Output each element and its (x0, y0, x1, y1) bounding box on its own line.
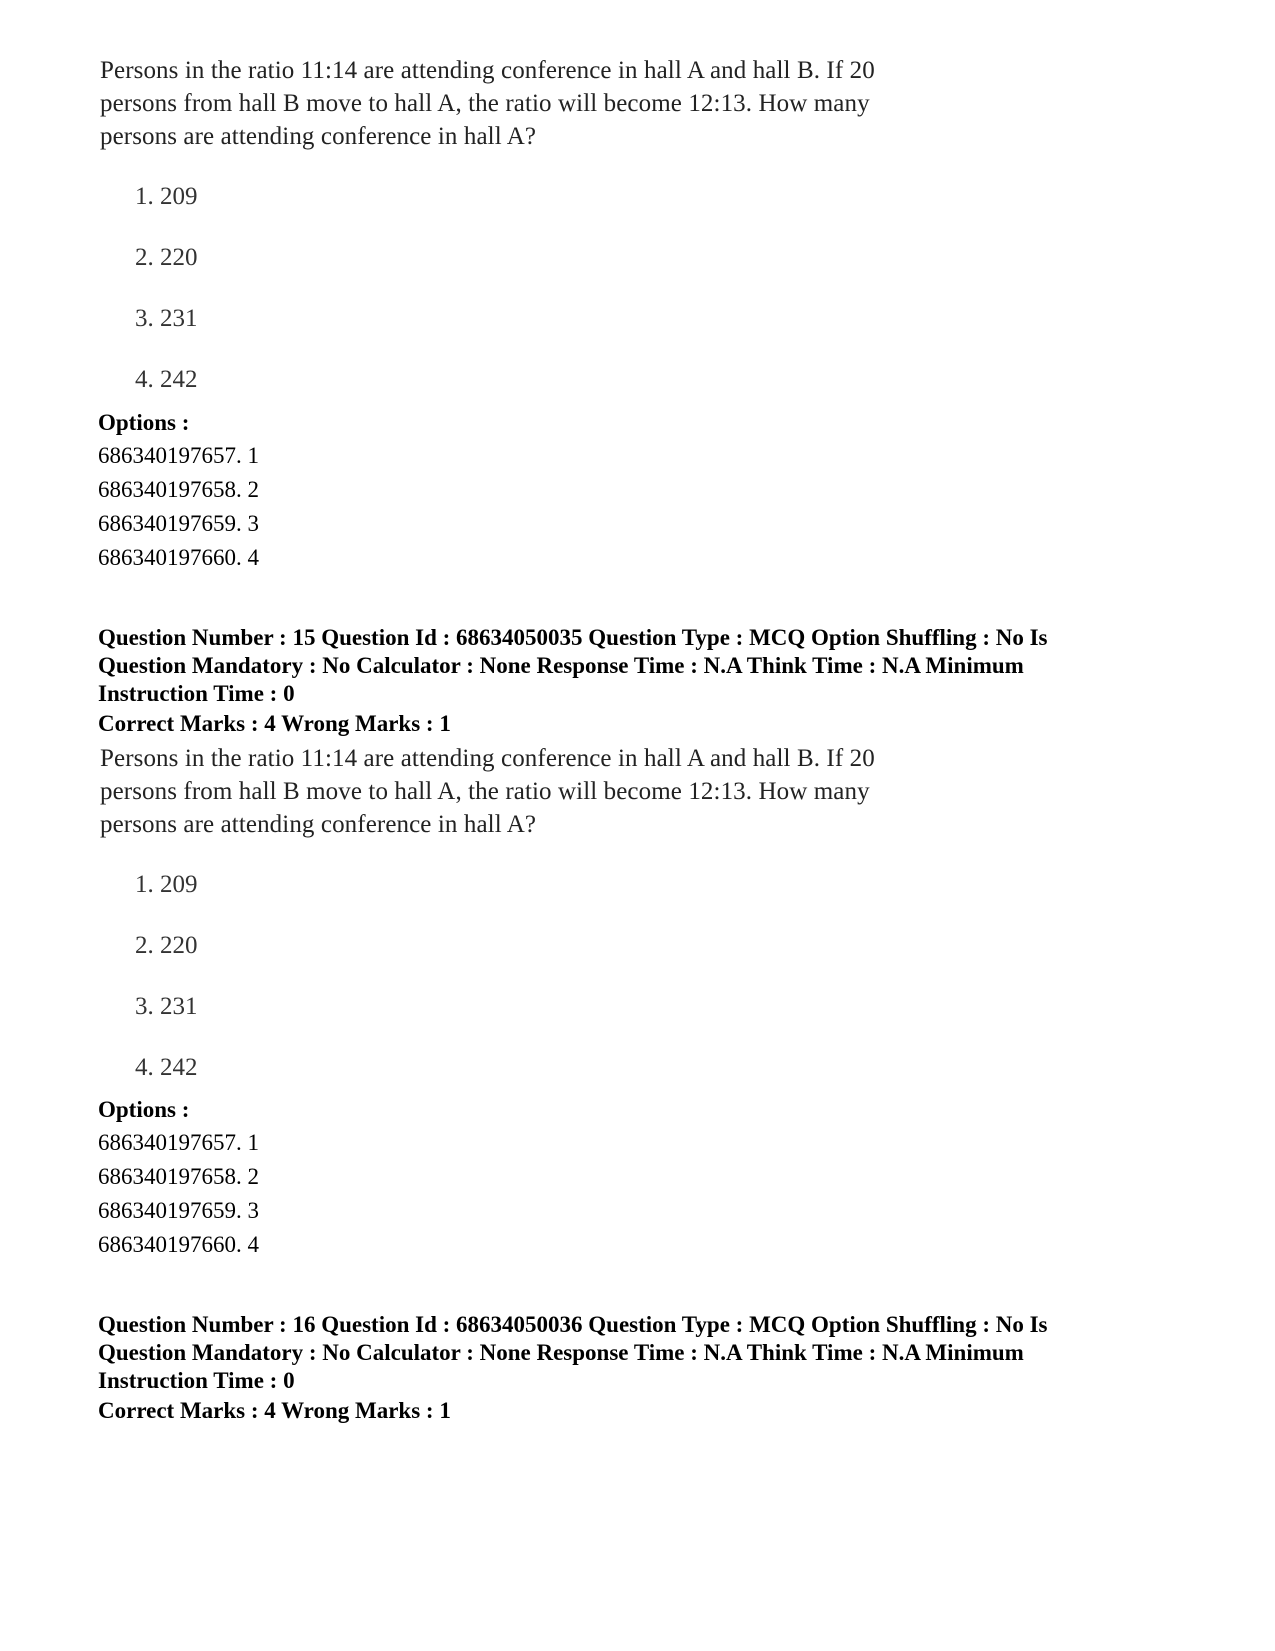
question-line: Persons in the ratio 11:14 are attending conference in hall A and hall B. If 20 (100, 745, 875, 772)
meta-line: Instruction Time : 0 (98, 681, 295, 706)
marks-line: Correct Marks : 4 Wrong Marks : 1 (98, 711, 451, 736)
meta-line: Question Mandatory : No Calculator : None Response Time : N.A Think Time : N.A Minimum (98, 1340, 1024, 1365)
options-label: Options : (98, 1097, 190, 1122)
meta-line: Instruction Time : 0 (98, 1368, 295, 1393)
meta-line: Question Number : 16 Question Id : 68634050036 Question Type : MCQ Option Shuffling : No Is (98, 1312, 1048, 1337)
option-item: 686340197657. 1 (98, 1130, 259, 1155)
question-text-image (100, 54, 1000, 393)
question-line: persons from hall B move to hall A, the ratio will become 12:13. How many (100, 90, 870, 117)
option-item: 686340197658. 2 (98, 1164, 259, 1189)
options-label: Options : (98, 410, 190, 435)
marks-line: Correct Marks : 4 Wrong Marks : 1 (98, 1398, 451, 1423)
question-line: Persons in the ratio 11:14 are attending conference in hall A and hall B. If 20 (100, 57, 875, 84)
question-line: persons are attending conference in hall A? (100, 123, 537, 150)
choice-item: 2. 220 (135, 932, 198, 959)
choice-item: 1. 209 (135, 183, 198, 210)
option-item: 686340197659. 3 (98, 1198, 259, 1223)
question-meta (98, 1311, 1178, 1395)
choice-item: 3. 231 (135, 993, 198, 1020)
question-text-image (100, 742, 1000, 1081)
option-item: 686340197658. 2 (98, 477, 259, 502)
option-item: 686340197660. 4 (98, 1232, 259, 1257)
option-item: 686340197660. 4 (98, 545, 259, 570)
question-line: persons are attending conference in hall A? (100, 811, 537, 838)
meta-line: Question Number : 15 Question Id : 68634050035 Question Type : MCQ Option Shuffling : No Is (98, 625, 1048, 650)
choice-item: 3. 231 (135, 305, 198, 332)
question-meta (98, 624, 1178, 708)
choice-item: 1. 209 (135, 871, 198, 898)
option-item: 686340197657. 1 (98, 443, 259, 468)
option-item: 686340197659. 3 (98, 511, 259, 536)
meta-line: Question Mandatory : No Calculator : None Response Time : N.A Think Time : N.A Minimum (98, 653, 1024, 678)
choice-item: 2. 220 (135, 244, 198, 271)
question-line: persons from hall B move to hall A, the ratio will become 12:13. How many (100, 778, 870, 805)
choice-item: 4. 242 (135, 1054, 198, 1081)
choice-item: 4. 242 (135, 366, 198, 393)
